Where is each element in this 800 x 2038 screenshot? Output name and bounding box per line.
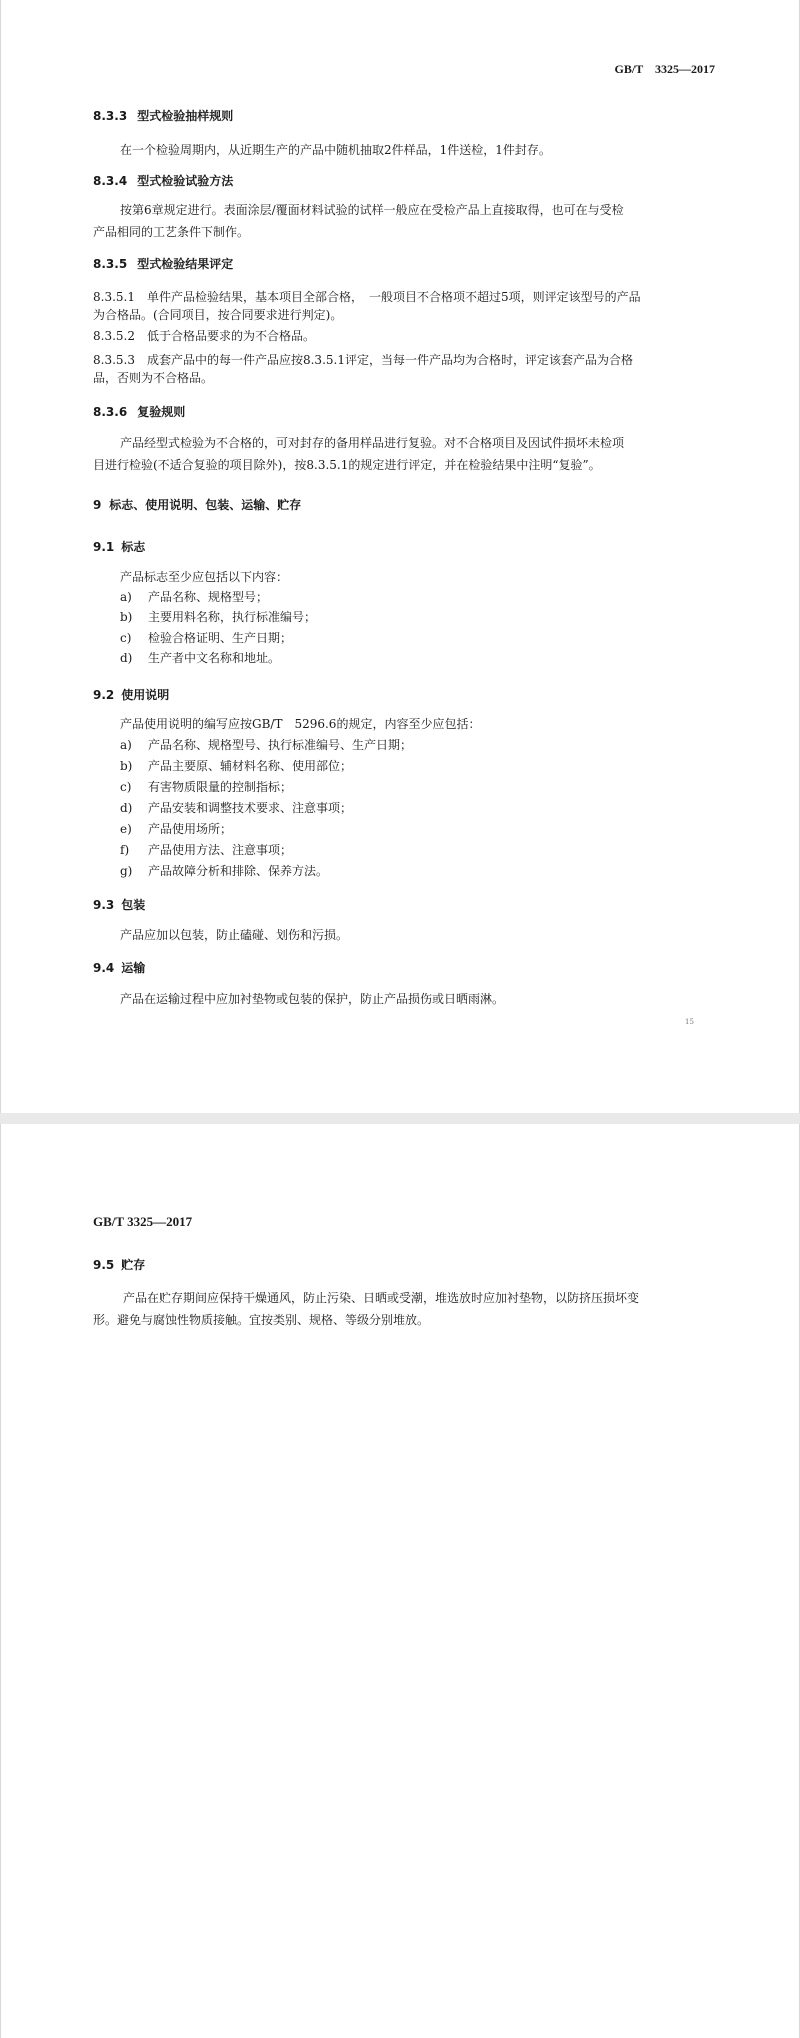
section-heading-8-3-4 [93,172,233,189]
list-item [120,798,352,818]
clause-8-3-5-2: 8.3.5.2 低于合格品要求的为不合格品。 [93,329,315,343]
section-title: 使用说明 [121,688,170,702]
paragraph: 产品使用说明的编写应按GB/T 5296.6的规定，内容至少应包括： [120,717,481,731]
list-item [120,756,352,776]
section-number: 8.3.3 [93,109,128,123]
section-number: 9.5 [93,1258,115,1272]
section-number: 9.2 [93,688,115,702]
section-heading-9 [93,496,301,513]
list-text: 产品使用场所； [148,822,233,836]
list-text: 主要用料名称，执行标准编号； [148,610,317,624]
list-item [120,840,292,860]
section-number: 9.1 [93,540,115,554]
paragraph-line: 形。避免与腐蚀性物质接触。宜按类别、规格、等级分别堆放。 [93,1313,430,1327]
section-heading-9-2 [93,686,169,703]
section-title: 贮存 [121,1258,146,1272]
section-heading-9-3 [93,896,145,913]
list-text: 生产者中文名称和地址。 [148,651,281,665]
list-text: 产品名称、规格型号； [148,590,269,604]
section-number: 8.3.6 [93,405,128,419]
section-title: 型式检验抽样规则 [137,109,234,123]
list-item [120,587,268,607]
section-heading-8-3-6 [93,403,185,420]
section-number: 9.3 [93,898,115,912]
standard-header: GB/T 3325—2017 [614,62,715,76]
list-label: e) [120,822,132,836]
paragraph: 产品标志至少应包括以下内容： [120,570,289,584]
list-label: b) [120,759,133,773]
section-number: 8.3.5 [93,257,128,271]
clause-8-3-5-1-line: 为合格品。(合同项目，按合同要求进行判定)。 [93,308,343,322]
list-label: a) [120,590,132,604]
list-label: f) [120,843,130,857]
page-number: 15 [685,1018,694,1026]
list-text: 有害物质限量的控制指标； [148,780,293,794]
paragraph-line: 产品相同的工艺条件下制作。 [93,225,250,239]
list-item [120,648,280,668]
list-text: 产品故障分析和排除、保养方法。 [148,864,329,878]
list-item [120,819,232,839]
paragraph-line: 按第6章规定进行。表面涂层/覆面材料试验的试样一般应在受检产品上直接取得，也可在与受检 [120,203,624,217]
section-title: 复验规则 [137,405,186,419]
section-title: 标志、使用说明、包装、运输、贮存 [109,498,302,512]
clause-8-3-5-3-line: 8.3.5.3 成套产品中的每一件产品应按8.3.5.1评定，当每一件产品均为合格时，评定该套产品为合格 [93,353,633,367]
clause-8-3-5-1-line: 8.3.5.1 单件产品检验结果，基本项目全部合格， 一般项目不合格项不超过5项，则评定该型号的产品 [93,290,641,304]
section-heading-9-1 [93,538,145,555]
list-label: b) [120,610,133,624]
document-page-2 [0,1124,800,2038]
list-item [120,628,292,648]
list-item [120,607,316,627]
section-number: 8.3.4 [93,174,128,188]
list-label: c) [120,780,132,794]
list-item [120,735,412,755]
section-heading-9-4 [93,959,145,976]
paragraph-line: 产品经型式检验为不合格的，可对封存的备用样品进行复验。对不合格项目及因试件损坏未检项 [120,436,625,450]
standard-header: GB/T 3325—2017 [93,1214,193,1229]
list-label: g) [120,864,133,878]
list-label: c) [120,631,132,645]
paragraph: 产品应加以包装，防止磕碰、划伤和污损。 [120,928,349,942]
section-title: 标志 [121,540,146,554]
list-text: 检验合格证明、生产日期； [148,631,293,645]
section-heading-9-5 [93,1256,145,1273]
paragraph: 产品在运输过程中应加衬垫物或包装的保护，防止产品损伤或日晒雨淋。 [120,992,505,1006]
paragraph-line: 产品在贮存期间应保持干燥通风，防止污染、日晒或受潮，堆选放时应加衬垫物，以防挤压损坏变 [123,1291,640,1305]
list-label: a) [120,738,132,752]
section-title: 型式检验试验方法 [137,174,234,188]
list-text: 产品主要原、辅材料名称、使用部位； [148,759,353,773]
clause-8-3-5-3-line: 品，否则为不合格品。 [93,371,214,385]
section-number: 9 [93,498,102,512]
section-heading-8-3-5 [93,255,233,272]
list-item [120,861,328,881]
list-text: 产品使用方法、注意事项； [148,843,293,857]
list-item [120,777,292,797]
list-label: d) [120,801,133,815]
section-heading-8-3-3 [93,107,233,124]
list-text: 产品安装和调整技术要求、注意事项； [148,801,353,815]
section-title: 包装 [121,898,146,912]
paragraph: 在一个检验周期内，从近期生产的产品中随机抽取2件样品，1件送检，1件封存。 [120,143,551,157]
section-title: 型式检验结果评定 [137,257,234,271]
section-number: 9.4 [93,961,115,975]
paragraph-line: 目进行检验(不适合复验的项目除外)，按8.3.5.1的规定进行评定，并在检验结果中注明“复验”。 [93,458,601,472]
list-label: d) [120,651,133,665]
section-title: 运输 [121,961,146,975]
list-text: 产品名称、规格型号、执行标准编号、生产日期； [148,738,413,752]
